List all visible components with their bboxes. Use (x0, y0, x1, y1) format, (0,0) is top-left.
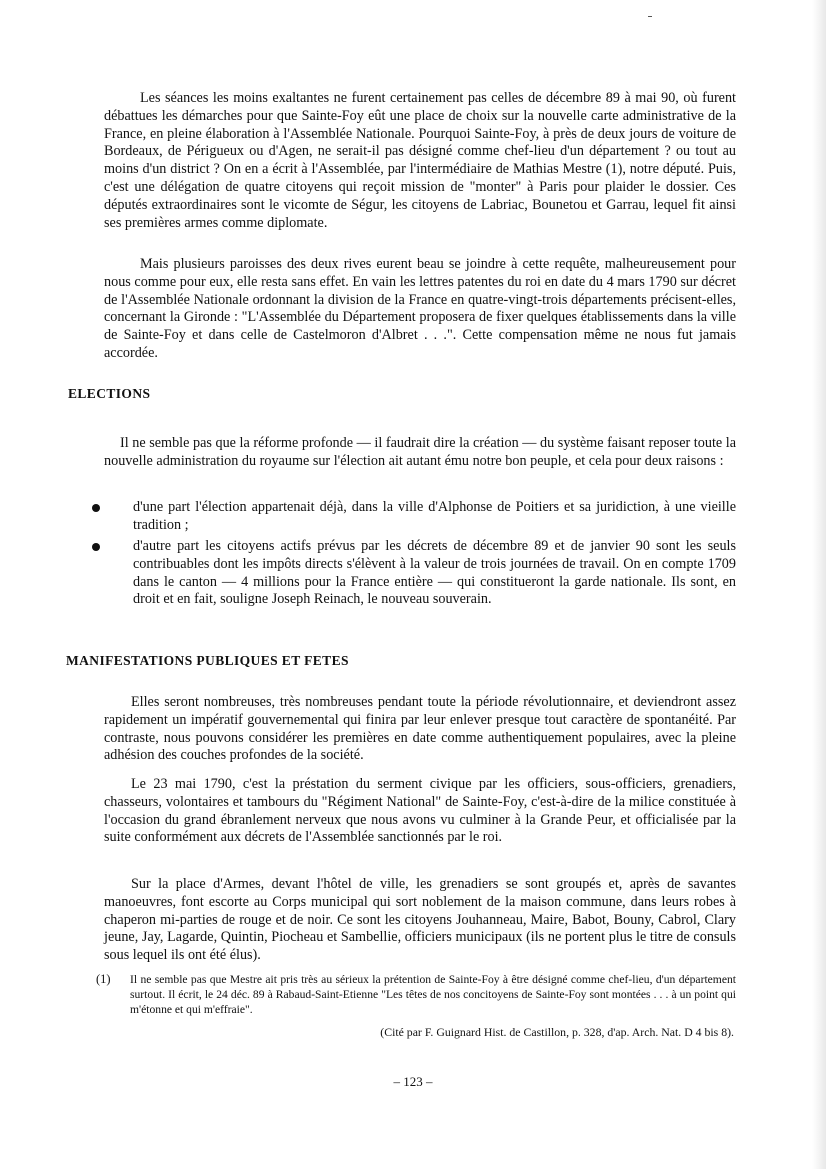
bullet-icon (92, 504, 100, 512)
page-edge-shadow (812, 0, 826, 1169)
bullet-text: d'une part l'élection appartenait déjà, dans la ville d'Alphonse de Poitiers et sa juridiction, à une vieille tradition ; (133, 499, 736, 533)
bullet-icon (92, 543, 100, 551)
heading-elections: ELECTIONS (68, 386, 151, 401)
paragraph-paroisses: Mais plusieurs paroisses des deux rives eurent beau se joindre à cette requête, malheureusement pour nous comme pour eux, elle resta sans effet. En vain les lettres patentes du roi en date du 4 mars 1790 sur décret de l'Assemblée Nationale ordonnant la division de la France en quatre-vingt-trois départements précisent-elles, concernant la Gironde : "L'Assemblée du Département proposera de fixer quelques établissements dans la ville de Sainte-Foy et dans celle de Castelmoron d'Albret . . .". Cette compensation même ne nous fut jamais accordée. (104, 256, 736, 361)
footnote-citation: (Cité par F. Guignard Hist. de Castillon, p. 328, d'ap. Arch. Nat. D 4 bis 8). (380, 1025, 734, 1039)
bullet-text: d'autre part les citoyens actifs prévus par les décrets de décembre 89 et de janvier 90 sont les seuls contribuables dont les impôts directs s'élèvent à la valeur de trois journées de travail. On en compte 1709 dans le canton — 4 millions pour la France entière — qui constitueront la garde nationale. Ils sont, en droit et en fait, souligne Joseph Reinach, le nouveau souverain. (133, 538, 736, 608)
paragraph-nombreuses: Elles seront nombreuses, très nombreuses pendant toute la période révolutionnaire, et deviendront assez rapidement un impératif gouvernemental qui finira par leur enlever presque tout caractère de spontanéité. Par contraste, nous pouvons considérer les premières en date comme authentiquement populaires, avec la pleine adhésion des couches profondes de la société. (104, 694, 736, 764)
scan-mark (648, 16, 652, 17)
paragraph-reforme: Il ne semble pas que la réforme profonde — il faudrait dire la création — du système faisant reposer toute la nouvelle administration du royaume sur l'élection ait autant ému notre bon peuple, et cela pour deux raisons : (104, 435, 736, 469)
paragraph-departement: Les séances les moins exaltantes ne furent certainement pas celles de décembre 89 à mai 90, où furent débattues les démarches pour que Sainte-Foy eût une place de choix sur la nouvelle carte administrative de la France, en pleine élaboration à l'Assemblée Nationale. Pourquoi Sainte-Foy, à près de deux jours de voiture de Bordeaux, de Périgueux ou d'Agen, ne serait-il pas désigné comme chef-lieu d'un département ? ou tout au moins d'un district ? On en a écrit à l'Assemblée, par l'intermédiaire de Mathias Mestre (1), notre député. Puis, c'est une délégation de quatre citoyens qui reçoit mission de "monter" à Paris pour plaider le dossier. Ces députés extraordinaires sont le vicomte de Ségur, les citoyens de Labriac, Bounetou et Garrau, lequel fit ainsi ses premières armes comme diplomate. (104, 90, 736, 231)
footnote-number: (1) (96, 972, 111, 986)
paragraph-serment: Le 23 mai 1790, c'est la préstation du serment civique par les officiers, sous-officiers, grenadiers, chasseurs, volontaires et tambours du "Régiment National" de Sainte-Foy, c'est-à-dire de la milice constituée à l'occasion du grand ébranlement nerveux que nous avons vu culminer à la Grande Peur, et officialisée par la suite conformément aux décrets de l'Assemblée sanctionnés par le roi. (104, 776, 736, 846)
paragraph-place-armes: Sur la place d'Armes, devant l'hôtel de ville, les grenadiers se sont groupés et, après de savantes manoeuvres, font escorte au Corps municipal qui sort noblement de la maison commune, dans leurs robes à chaperon mi-parties de rouge et de noir. Ce sont les citoyens Jouhanneau, Maire, Babot, Bouny, Cabrol, Clary jeune, Jay, Lagarde, Quintin, Piocheau et Sambellie, officiers municipaux (ils ne portent plus le titre de consuls sous lequel ils ont été élus). (104, 876, 736, 964)
footnote-text: Il ne semble pas que Mestre ait pris très au sérieux la prétention de Sainte-Foy à être désigné comme chef-lieu, d'un département surtout. Il écrit, le 24 déc. 89 à Rabaud-Saint-Etienne "Les têtes de nos concitoyens de Sainte-Foy sont montées . . . à un point qui m'étonne et qui m'effraie". (130, 973, 736, 1016)
heading-manifestations: MANIFESTATIONS PUBLIQUES ET FETES (66, 653, 349, 668)
page-number: – 123 – (393, 1074, 433, 1089)
